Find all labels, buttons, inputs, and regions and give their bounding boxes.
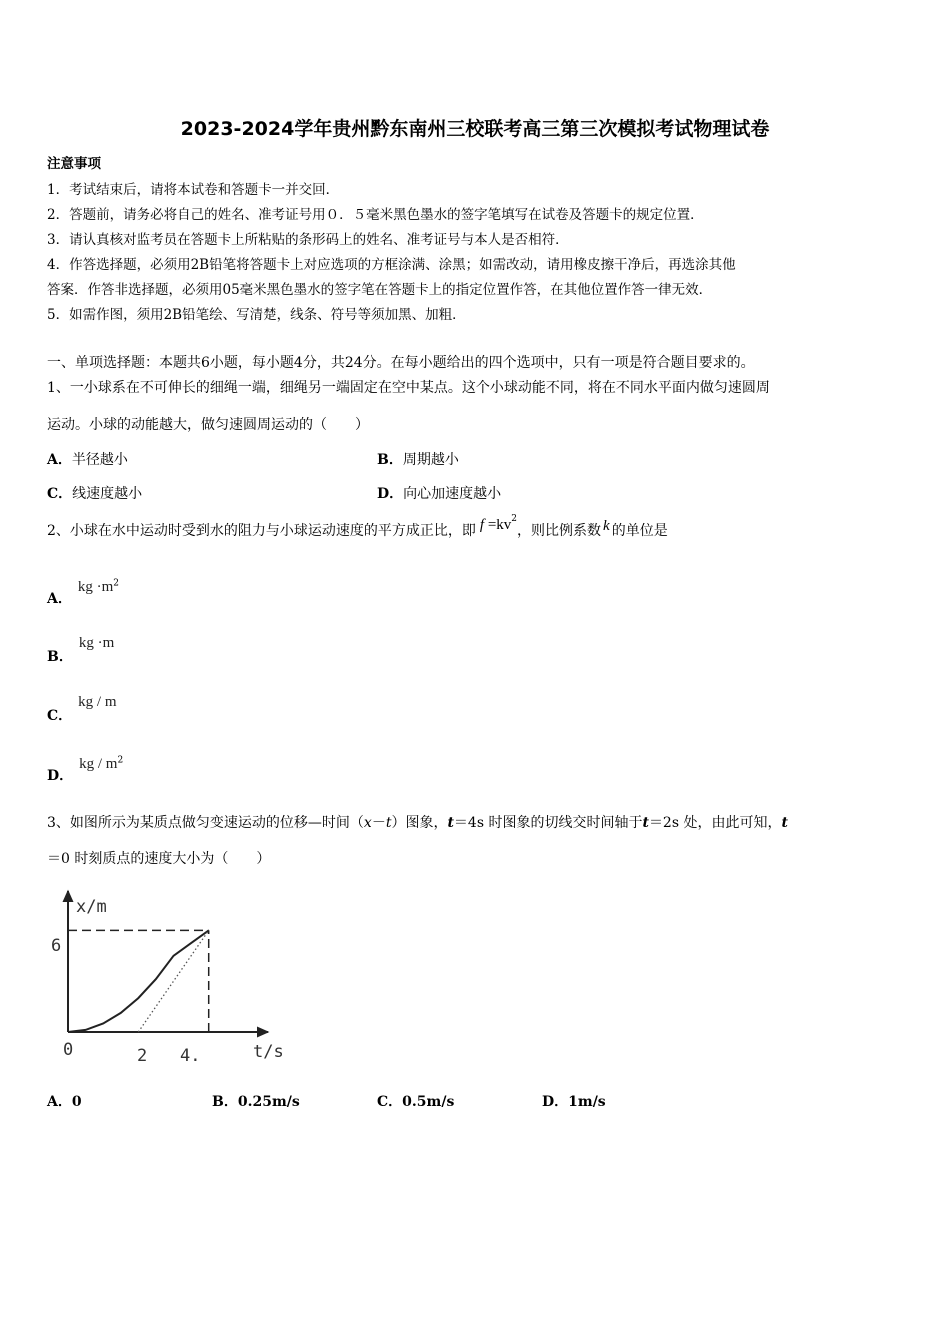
x-tick-label: 2	[137, 1046, 148, 1066]
option-letter: A．	[47, 452, 72, 468]
q3-var-t: t	[385, 815, 392, 831]
q3-var-t: t	[781, 815, 788, 831]
option-unit-sup: 2	[113, 578, 120, 589]
q2-option-b	[47, 632, 115, 665]
formula-f: f	[479, 517, 485, 533]
option-text: 半径越小	[71, 452, 128, 468]
notice-item: 1．考试结束后，请将本试卷和答题卡一并交回．	[47, 182, 340, 198]
q2-option-a	[47, 576, 120, 607]
option-unit: kg / m	[79, 756, 118, 772]
option-letter: C．	[377, 1094, 403, 1110]
option-letter: B．	[377, 452, 403, 468]
formula-sup: 2	[511, 514, 518, 525]
q3-var-x: x	[363, 815, 372, 831]
page-title: 2023-2024学年贵州黔东南州三校联考高三第三次模拟考试物理试卷	[180, 118, 770, 140]
q1-option-a	[47, 449, 128, 469]
q3-option-c	[377, 1091, 454, 1111]
option-letter: C．	[47, 486, 73, 502]
option-letter: C．	[47, 708, 73, 724]
formula-eq: =kv	[484, 517, 512, 533]
q2-option-d	[47, 753, 124, 784]
y-tick-label: 6	[51, 936, 62, 956]
option-letter: D．	[377, 486, 404, 502]
notice-item: 5．如需作图，须用2B铅笔绘、写清楚，线条、符号等须加黑、加粗．	[47, 307, 466, 323]
q3-var-t: t	[642, 815, 649, 831]
x-tick-label: 4.	[180, 1046, 201, 1066]
option-letter: A．	[47, 1094, 72, 1110]
option-unit: kg ·m	[78, 635, 115, 651]
xt-curve	[68, 930, 209, 1032]
option-text: 周期越小	[402, 452, 459, 468]
option-text: 0	[71, 1094, 82, 1110]
xt-graph	[40, 885, 300, 1075]
option-unit-sup: 2	[117, 755, 124, 766]
q3-option-b	[212, 1091, 300, 1111]
q3-line1	[47, 812, 788, 832]
option-text: 1m/s	[568, 1094, 606, 1110]
option-letter: B．	[47, 649, 73, 665]
option-text: 线速度越小	[72, 486, 143, 502]
q1-option-c	[47, 483, 142, 503]
q2-pre: 2、小球在水中运动时受到水的阻力与小球运动速度的平方成正比，即	[47, 523, 476, 539]
q2-option-c	[47, 691, 117, 724]
q3-option-a	[47, 1091, 82, 1111]
origin-label: 0	[63, 1040, 74, 1060]
notice-heading: 注意事项	[47, 156, 101, 172]
x-axis-label: t/s	[253, 1042, 284, 1062]
q3-text: ＝2s 处，由此可知，	[648, 815, 782, 831]
notice-item: 2．答题前，请务必将自己的姓名、准考证号用０．５毫米黑色墨水的签字笔填写在试卷及答题卡的规定位置．	[47, 207, 704, 223]
option-unit: kg ·m	[77, 579, 114, 595]
q3-line2: ＝0 时刻质点的速度大小为（ ）	[47, 851, 271, 867]
option-text: 向心加速度越小	[403, 486, 502, 502]
y-axis-label: x/m	[76, 897, 107, 917]
tangent-line	[138, 930, 208, 1032]
q1-option-d	[377, 483, 501, 503]
q3-option-d	[542, 1091, 606, 1111]
option-letter: D．	[542, 1094, 569, 1110]
q3-text: ）图象，	[391, 815, 448, 831]
q1-line1: 1、一小球系在不可伸长的细绳一端，细绳另一端固定在空中某点。这个小球动能不同，将在不同水平面内做匀速圆周	[47, 380, 770, 396]
notice-item: 答案．作答非选择题，必须用05毫米黑色墨水的签字笔在答题卡上的指定位置作答，在其他位置作答一律无效．	[47, 282, 713, 298]
q3-text: －	[371, 815, 386, 831]
option-letter: A．	[47, 591, 72, 607]
q1-option-b	[377, 449, 459, 469]
q3-text: 3、如图所示为某质点做匀变速运动的位移—时间（	[47, 815, 364, 831]
q3-text: ＝4s 时图象的切线交时间轴于	[453, 815, 643, 831]
q2-stem	[47, 514, 668, 540]
q1-line2: 运动。小球的动能越大，做匀速圆周运动的（ ）	[47, 417, 369, 433]
notice-item: 3．请认真核对监考员在答题卡上所粘贴的条形码上的姓名、准考证号与本人是否相符．	[47, 232, 569, 248]
q2-post: 的单位是	[611, 523, 668, 539]
q2-mid: ，则比例系数	[517, 523, 602, 539]
option-text: 0.25m/s	[237, 1094, 300, 1110]
q3-var-t: t	[447, 815, 454, 831]
option-unit: kg / m	[78, 694, 117, 710]
option-letter: D．	[47, 768, 74, 784]
option-text: 0.5m/s	[402, 1094, 455, 1110]
notice-item: 4．作答选择题，必须用2B铅笔将答题卡上对应选项的方框涂满、涂黑；如需改动，请用橡皮擦干净后，再选涂其他	[47, 257, 736, 273]
formula-k: k	[603, 518, 610, 534]
option-letter: B．	[212, 1094, 238, 1110]
section-heading: 一、单项选择题：本题共6小题，每小题4分，共24分。在每小题给出的四个选项中，只有一项是符合题目要求的。	[47, 355, 755, 371]
